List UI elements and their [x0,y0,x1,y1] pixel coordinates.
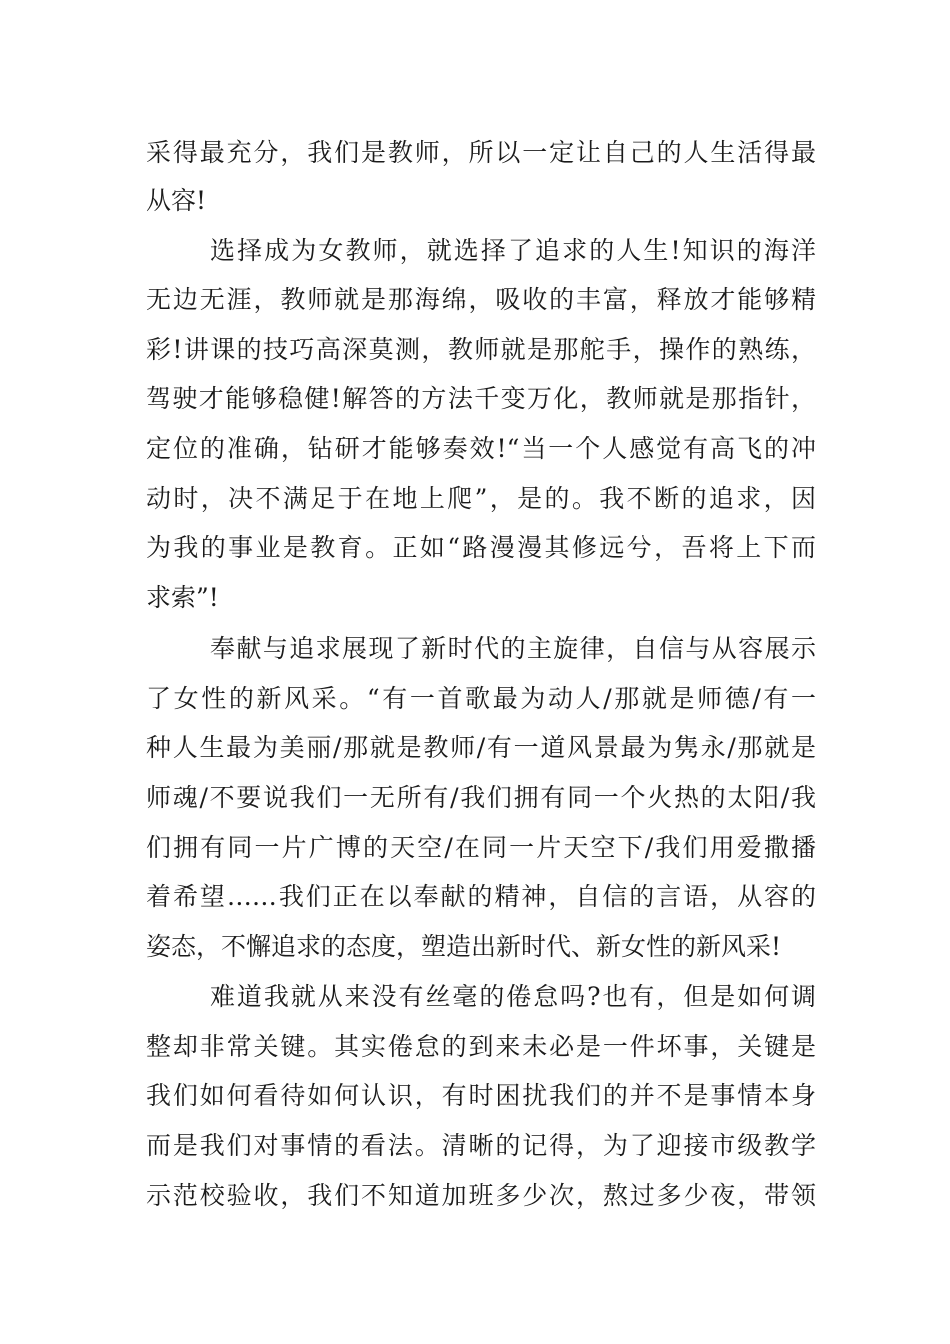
text-line: 们拥有同一片广博的天空/在同一片天空下/我们用爱撒播 [146,833,816,862]
text-line: 示范校验收，我们不知道加班多少次，熬过多少夜，带领 [146,1181,816,1210]
text-line: 整却非常关键。其实倦怠的到来未必是一件坏事，关键是 [146,1032,816,1061]
text-line: 师魂/不要说我们一无所有/我们拥有同一个火热的太阳/我 [146,783,816,812]
text-line: 动时，决不满足于在地上爬”，是的。我不断的追求，因 [146,484,816,513]
paragraph-first-line: 奉献与追求展现了新时代的主旋律，自信与从容展示 [210,634,816,663]
text-line: 而是我们对事情的看法。清晰的记得，为了迎接市级教学 [146,1131,816,1160]
paragraph-first-line: 选择成为女教师，就选择了追求的人生!知识的海洋 [210,236,816,265]
text-line: 着希望……我们正在以奉献的精神，自信的言语，从容的 [146,882,816,911]
text-line: 了女性的新风采。“有一首歌最为动人/那就是师德/有一 [146,684,816,713]
text-line: 采得最充分，我们是教师，所以一定让自己的人生活得最 [146,138,816,167]
text-line: 驾驶才能够稳健!解答的方法千变万化，教师就是那指针， [146,384,816,413]
text-line: 彩!讲课的技巧高深莫测，教师就是那舵手，操作的熟练， [146,335,816,364]
text-line: 姿态，不懈追求的态度，塑造出新时代、新女性的新风采! [146,932,782,961]
paragraph-first-line: 难道我就从来没有丝毫的倦怠吗?也有，但是如何调 [210,982,816,1011]
text-line: 定位的准确，钻研才能够奏效!“当一个人感觉有高飞的冲 [146,434,816,463]
text-line: 我们如何看待如何认识，有时困扰我们的并不是事情本身 [146,1081,816,1110]
text-line: 无边无涯，教师就是那海绵，吸收的丰富，释放才能够精 [146,285,816,314]
text-line: 为我的事业是教育。正如“路漫漫其修远兮，吾将上下而 [146,533,816,562]
text-line: 从容! [146,186,207,215]
text-line: 求索”! [146,583,219,612]
text-line: 种人生最为美丽/那就是教师/有一道风景最为隽永/那就是 [146,733,816,762]
